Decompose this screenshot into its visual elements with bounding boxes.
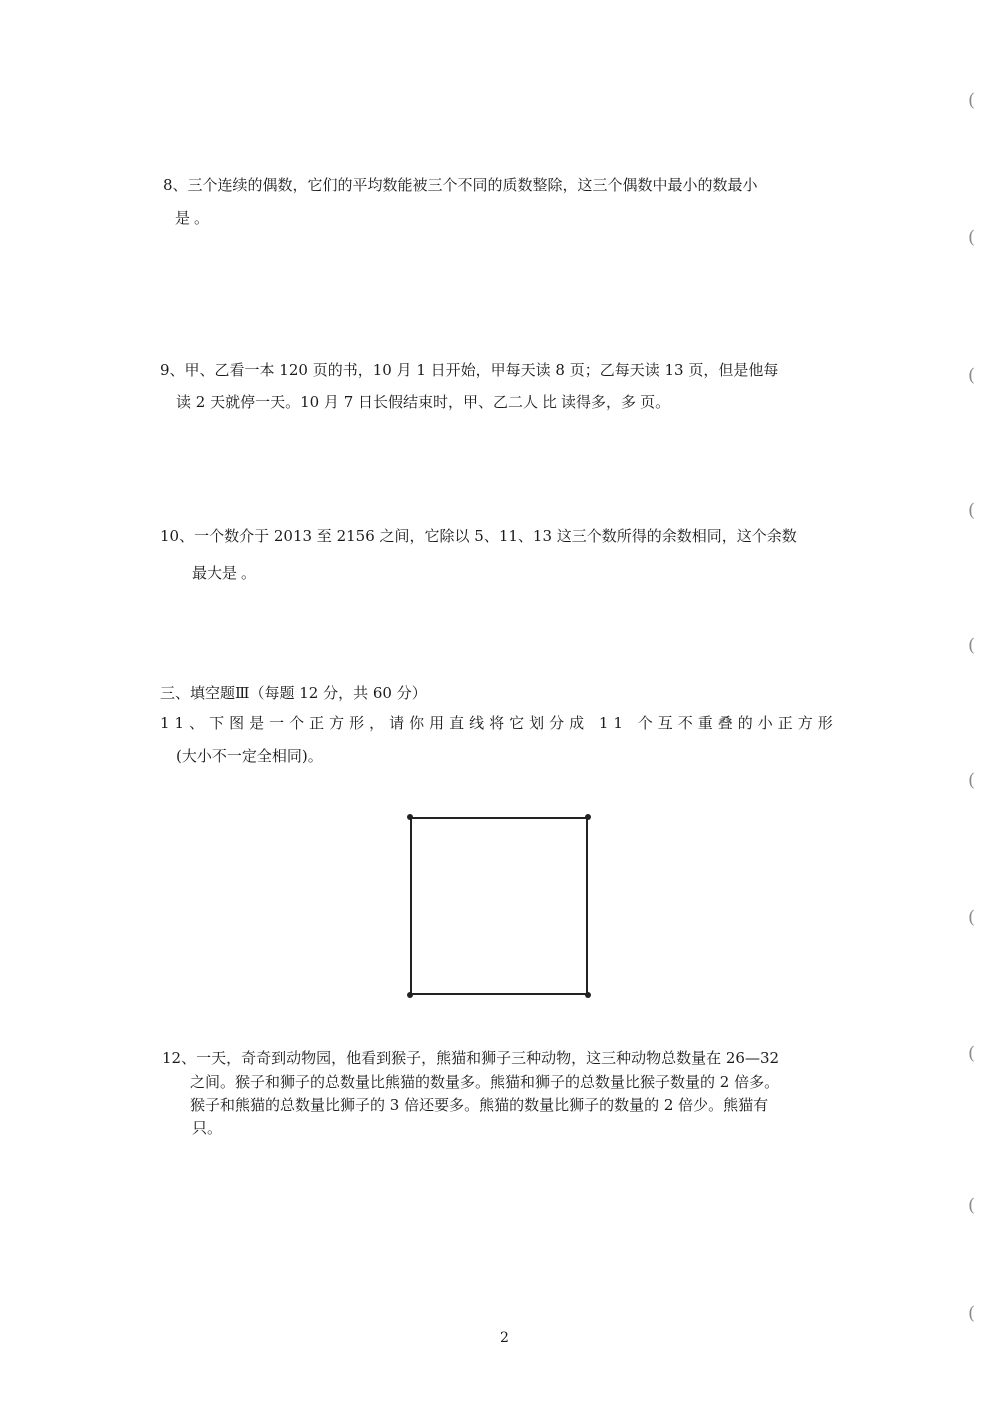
binding-mark: ( [968,500,976,521]
question-12-line-3: 猴子和熊猫的总数量比狮子的 3 倍还要多。熊猫的数量比狮子的数量的 2 倍少。熊猫有 [190,1096,769,1114]
corner-dot [585,814,591,820]
binding-mark: ( [968,635,976,656]
question-9-line-2: 读 2 天就停一天。10 月 7 日长假结束时，甲、乙二人 比 读得多，多 页。 [176,393,671,411]
question-12-line-4: 只。 [192,1119,223,1137]
binding-mark: ( [968,1195,976,1216]
question-10-line-1: 10、一个数介于 2013 至 2156 之间，它除以 5、11、13 这三个数所得的余数相同，这个余数 [160,527,797,545]
question-10-line-2: 最大是 。 [192,564,257,582]
corner-dot [585,992,591,998]
question-12-line-2: 之间。猴子和狮子的总数量比熊猫的数量多。熊猫和狮子的总数量比猴子数量的 2 倍多。 [190,1073,780,1091]
binding-mark: ( [968,365,976,386]
corner-dot [407,814,413,820]
binding-mark: ( [968,227,976,248]
binding-mark: ( [968,907,976,928]
binding-mark: ( [968,1043,976,1064]
binding-mark: ( [968,770,976,791]
binding-mark: ( [968,90,976,111]
binding-mark: ( [968,1303,976,1324]
question-8-line-2: 是 。 [175,209,210,227]
question-12-line-1: 12、一天，奇奇到动物园，他看到猴子，熊猫和狮子三种动物，这三种动物总数量在 26—32 [162,1049,780,1067]
page-number: 2 [500,1330,509,1346]
corner-dot [407,992,413,998]
question-11-line-1: 11、下图是一个正方形，请你用直线将它划分成 11 个互不重叠的小正方形 [160,714,838,732]
square-figure [410,817,588,995]
question-9-line-1: 9、甲、乙看一本 120 页的书，10 月 1 日开始，甲每天读 8 页；乙每天读 13 页，但是他每 [160,361,779,379]
section-heading: 三、填空题Ⅲ（每题 12 分，共 60 分） [160,684,427,702]
question-11-line-2: (大小不一定全相同)。 [176,747,323,765]
question-8-line-1: 8、三个连续的偶数，它们的平均数能被三个不同的质数整除，这三个偶数中最小的数最小 [163,176,758,194]
